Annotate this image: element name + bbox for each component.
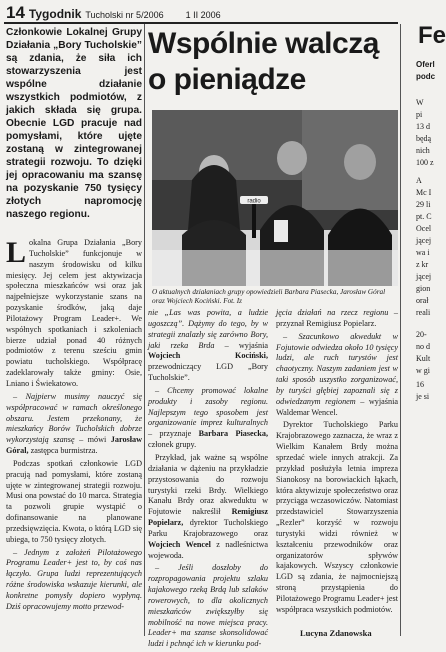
issue-label: Tucholski nr 5/2006: [85, 10, 164, 20]
paragraph: [148, 563, 268, 650]
adjacent-headline: Fe: [418, 22, 446, 49]
attribution: członek grupy.: [148, 440, 197, 450]
paragraph: [276, 308, 398, 330]
adjacent-text-line: podc: [416, 72, 436, 81]
adjacent-text-line: Oferl: [416, 60, 435, 69]
article-column-3: [276, 308, 398, 618]
quote-text: jęcia działań na rzecz regionu: [276, 308, 389, 317]
adjacent-article-strip: [402, 0, 446, 640]
attribution: – przyznaje: [148, 429, 192, 439]
quote-text: – Jeśli doszłoby do rozpropagowania projektu szlaku kajakowego rzeką Brdą lub szlaków rowerowych, to dla okolicznych mieszkańców zwiększyłby się mobilność na nowe miejsca pracy. Leader+ ma szanse skonsolidować ludzi i pchnąć ich w kierunku pod-: [148, 563, 268, 649]
paragraph: [276, 332, 398, 419]
attribution: zastępca burmistrza.: [30, 446, 98, 456]
paragraph: [6, 392, 142, 457]
article-headline: Wspólnie walczą o pieniądze: [148, 27, 379, 96]
microphone-label: radio: [247, 198, 261, 205]
adjacent-text-line: gion: [416, 284, 431, 293]
adjacent-text-line: reali: [416, 308, 431, 317]
adjacent-text-line: pt. C: [416, 212, 432, 221]
paragraph-text: dyrektor Tucholskiego Parku Krajobrazowego oraz: [148, 518, 268, 538]
paragraph: [148, 386, 268, 451]
paragraph: [148, 308, 268, 384]
quote-text: – Najpierw musimy nauczyć się współpracować w ramach określonego obszaru.: [6, 391, 142, 423]
quote-text: Jestem przekonany, że mieszkańcy Borów Tucholskich dobrze wykorzystają szansę: [6, 413, 143, 445]
attribution: – wyjaśnia: [224, 340, 268, 350]
person-name: Barbara Piasecka,: [198, 429, 268, 439]
paragraph-text: Przykład, jak ważne są wspólne działania w dążeniu na przykładzie przystosowania do rozwoju turystyki rzeki Brdy. Wielkiego Kanału Brdy oraz akweduktu w Fojutowie nakreślił: [148, 452, 268, 517]
article-lead: Członkowie Lokalnej Grupy Działania „Bory Tucholskie” są zdania, że siła ich stowarzyszenia jest wspólne działanie wszystkich podmiotów, z jakich składa się grupa. Obecnie LGD pracuje nad pomysłami, które ujęte zostaną w zintegrowanej strategii rozwoju. To dzięki jej opracowaniu ma szansę na pozyskanie 750 tysięcy złotych napromocję naszego regionu.: [6, 27, 142, 220]
adjacent-text-line: nich: [416, 146, 430, 155]
newspaper-brand: Tygodnik: [28, 7, 82, 21]
paragraph: Podczas spotkań członkowie LGD pracują nad pomysłami, które zostaną ujęte w zintegrowanej strategii rozwoju. Musi ona powstać do 10 marca. Strategia ta pozwoli grupie wystąpić o dofinansowanie na planowane przedsięwzięcia. Kwota, o którą LGD się ubiega, to 750 tysięcy złotych.: [6, 458, 142, 544]
adjacent-text-line: jącej: [416, 272, 432, 281]
photo-caption: O aktualnych działaniach grupy opowiedzieli Barbara Piasecka, Jarosław Góral oraz Wojciech Kociński. Fot. Iz: [152, 288, 386, 305]
paragraph: [6, 238, 142, 390]
person-name: Wojciech Wencel: [148, 539, 211, 549]
adjacent-text-line: 29 li: [416, 200, 431, 209]
paragraph: [6, 548, 142, 613]
adjacent-text-line: A: [416, 176, 422, 185]
author-byline: Lucyna Zdanowska: [300, 628, 372, 638]
adjacent-text-line: 20-: [416, 330, 427, 339]
adjacent-text-line: Kult: [416, 354, 431, 363]
attribution: przewodniczący LGD „Bory Tucholskie”.: [148, 362, 268, 383]
article-photo: [152, 110, 398, 286]
page-number: 14: [6, 3, 25, 22]
issue-date: 1 II 2006: [185, 10, 221, 20]
paragraph-text: okalna Grupa Działania „Bory Tucholskie” funkcjonuje w naszym środowisku od kilku miesięcy. Jej celem jest aktywizacja społeczna mieszkańców wsi oraz jak najpełniejsze wykorzystanie szans na pozyskanie środków, jaką daje Pilotażowy Program Leader+. We współnych spotkaniach i szkoleniach bierze udział ponad 40 różnych podmiotów z terenu sześciu gmin powiatu tucholskiego. Współpracę zadeklarowały także gminy: Osie, Lniano i Świekatowo.: [6, 238, 142, 388]
article-column-2: [148, 308, 268, 652]
adjacent-text-line: orał: [416, 296, 429, 305]
adjacent-text-line: Ocel: [416, 224, 432, 233]
adjacent-text-line: je si: [416, 392, 430, 401]
attribution: – przyznał Remigiusz Popielarz.: [276, 308, 399, 328]
article-column-1: [6, 238, 142, 615]
quote-text: – Szacunkowo akwedukt w Fojutowie odwiedza około 10 tysięcy ludzi, ale ruch turystów jest chaotyczny. Naszym zadaniem jest w taki sposób uszystko zorganizować, by turyści głębiej zapoznali się z odwiedzanym regionem: [276, 331, 398, 406]
person-name: Jarosław Góral,: [6, 435, 143, 456]
column-divider: [144, 24, 145, 636]
adjacent-text-line: 100 z: [416, 158, 434, 167]
column-divider: [400, 24, 401, 636]
drop-cap: L: [6, 236, 27, 269]
quote-text: – Jednym z założeń Pilotażowego Programu Leader+ jest to, by coś nas łączyło. Grupa ludzi reprezentujących różne środowiska wskazuje kierunki, ale konkretne pomysły dopiero wypłyną. Dziś opracowujemy motto przewod-: [6, 547, 142, 611]
masthead: [6, 3, 221, 23]
person-name: Wojciech Kociński,: [148, 351, 268, 361]
person-name: Remigiusz Popielarz,: [148, 507, 268, 528]
adjacent-text-line: W: [416, 98, 424, 107]
adjacent-text-line: z kr: [416, 260, 429, 269]
adjacent-text-line: w gi: [416, 366, 430, 375]
quote-text: nie „Las was powita, a ludzie ugoszczą”. Dążymy do tego, by w strategii znalazły się zarówno Bory, jaki rzeka Brda: [148, 308, 268, 350]
attribution: – wyjaśnia Waldemar Wencel.: [276, 396, 398, 417]
masthead-rule: [4, 22, 398, 24]
paragraph: Dyrektor Tucholskiego Parku Krajobrazowego zaznacza, że wraz z Wielkim Kanałem Brdy można sprzedać wiele innych atrakcji. Za przykład posłużyła letnia impreza Sianokosy na borowiackich łąkach, która aktywizuje społeczeństwo oraz przyciąga wczasowiczów. Natomiast przedstawiciel Stowarzyszenia „Rezler” korzyść w rozwoju turystyki widzi również w kształceniu przewodników oraz organizatorów spływów kajakowych. Wszyscy członkowie LGD są zdania, że najmocniejszą stroną przystąpienia do Pilotażowego Programu Leader+ jest współpraca wszystkich podmiotów.: [276, 420, 398, 614]
paragraph-text: z nadleśnictwa wojewoda.: [148, 539, 269, 560]
quote-text: – Chcemy promować lokalne produkty i zasoby regionu. Najlepszym tego sposobem jest organizowanie imprez kulturalnych: [148, 385, 268, 428]
adjacent-text-line: Mc I: [416, 188, 432, 197]
adjacent-text-line: pi: [416, 110, 423, 119]
adjacent-text-line: jącej: [416, 236, 432, 245]
adjacent-text-line: 13 d: [416, 122, 430, 131]
adjacent-text-line: będą: [416, 134, 432, 143]
photo-illustration: [152, 110, 398, 286]
attribution: – mówi: [79, 435, 107, 445]
adjacent-text-line: wa i: [416, 248, 430, 257]
adjacent-text-line: no d: [416, 342, 430, 351]
adjacent-text-line: 16: [416, 380, 424, 389]
paragraph: [148, 453, 268, 561]
